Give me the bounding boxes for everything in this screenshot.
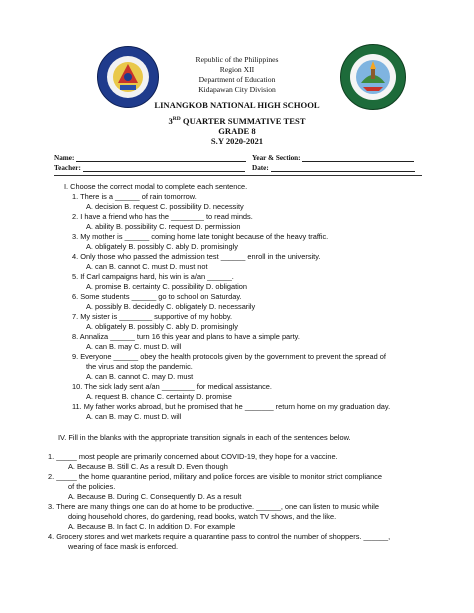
q10-text: 10. The sick lady sent a/an ________ for medical assistance. — [72, 382, 272, 391]
school-year: S.Y 2020-2021 — [210, 136, 264, 146]
p4-q1-text: 1. _____ most people are primarily concerned about COVID-19, they hope for a vaccine. — [48, 452, 338, 461]
quarter-number: 3 — [168, 116, 173, 126]
q4-text: 4. Only those who passed the admission test ______ enroll in the university. — [72, 252, 321, 261]
q9-choices: A. can B. cannot C. may D. must — [86, 372, 194, 381]
quarter-suffix: RD — [172, 116, 181, 123]
name-label: Name: — [54, 154, 75, 162]
q11-text: 11. My father works abroad, but he promised that he _______ return home on my graduation day. — [72, 402, 391, 411]
q6-choices: A. possibly B. decidedly C. obligately D. necessarily — [86, 302, 256, 311]
q1-choices: A. decision B. request C. possibility D. necessity — [86, 202, 244, 211]
p4-q3-choices: A. Because B. In fact C. In addition D. For example — [68, 522, 236, 531]
q3-text: 3. My mother is ______ coming home late tonight because of the heavy traffic. — [72, 232, 329, 241]
school-name: LINANGKOB NATIONAL HIGH SCHOOL — [154, 100, 320, 110]
q4-choices: A. can B. cannot C. must D. must not — [86, 262, 208, 271]
q3-choices: A. obligately B. possibly C. ably D. promisingly — [86, 242, 238, 251]
year-section-field[interactable] — [252, 154, 414, 162]
part1-instruction: I. Choose the correct modal to complete each sentence. — [64, 182, 248, 191]
part4-instruction: IV. Fill in the blanks with the appropriate transition signals in each of the sentences below. — [58, 433, 351, 442]
p4-q2-text: 2. _____ the home quarantine period, military and police forces are visible to monitor strict compliance — [48, 472, 382, 481]
q11-choices: A. can B. may C. must D. will — [86, 412, 182, 421]
header-division: Kidapawan City Division — [198, 85, 276, 94]
test-title — [0, 116, 474, 126]
date-field[interactable] — [252, 164, 415, 172]
year-section-blank[interactable] — [302, 154, 414, 162]
date-label: Date: — [252, 164, 269, 172]
p4-q2-text-cont: of the policies. — [68, 482, 116, 491]
q10-choices: A. request B. chance C. certainty D. promise — [86, 392, 232, 401]
p4-q4-text-cont: wearing of face mask is enforced. — [68, 542, 179, 551]
q5-choices: A. promise B. certainty C. possibility D. obligation — [86, 282, 248, 291]
p4-q2-choices: A. Because B. During C. Consequently D. As a result — [68, 492, 242, 501]
q9-text-cont: the virus and stop the pandemic. — [86, 362, 193, 371]
q2-choices: A. ability B. possibility C. request D. permission — [86, 222, 241, 231]
name-field[interactable] — [54, 154, 246, 162]
teacher-label: Teacher: — [54, 164, 81, 172]
name-blank[interactable] — [76, 154, 246, 162]
q8-choices: A. can B. may C. must D. will — [86, 342, 182, 351]
q9-text: 9. Everyone ______ obey the health protocols given by the government to prevent the spread of — [72, 352, 386, 361]
q7-text: 7. My sister is ________ supportive of my hobby. — [72, 312, 233, 321]
header-region: Region XII — [219, 65, 255, 74]
header-divider — [54, 175, 422, 176]
grade-level: GRADE 8 — [218, 126, 256, 136]
teacher-blank[interactable] — [83, 164, 245, 172]
q5-text: 5. If Carl campaigns hard, his win is a/an ______. — [72, 272, 234, 281]
p4-q3-text-cont: doing household chores, do gardening, read books, watch TV shows, and the like. — [68, 512, 337, 521]
year-section-label: Year & Section: — [252, 154, 301, 162]
header-department: Department of Education — [198, 75, 276, 84]
q2-text: 2. I have a friend who has the ________ to read minds. — [72, 212, 253, 221]
date-blank[interactable] — [271, 164, 415, 172]
p4-q1-choices: A. Because B. Still C. As a result D. Even though — [68, 462, 228, 471]
quarter-rest: QUARTER SUMMATIVE TEST — [180, 116, 306, 126]
teacher-field[interactable] — [54, 164, 245, 172]
p4-q3-text: 3. There are many things one can do at home to be productive. ______, one can listen to music while — [48, 502, 380, 511]
header-republic: Republic of the Philippines — [195, 55, 279, 64]
q6-text: 6. Some students ______ go to school on Saturday. — [72, 292, 242, 301]
q1-text: 1. There is a ______ of rain tomorrow. — [72, 192, 197, 201]
q7-choices: A. obligately B. possibly C. ably D. promisingly — [86, 322, 238, 331]
p4-q4-text: 4. Grocery stores and wet markets require a quarantine pass to control the number of shoppers. ______, — [48, 532, 391, 541]
q8-text: 8. Annaliza ______ turn 16 this year and plans to have a simple party. — [72, 332, 300, 341]
